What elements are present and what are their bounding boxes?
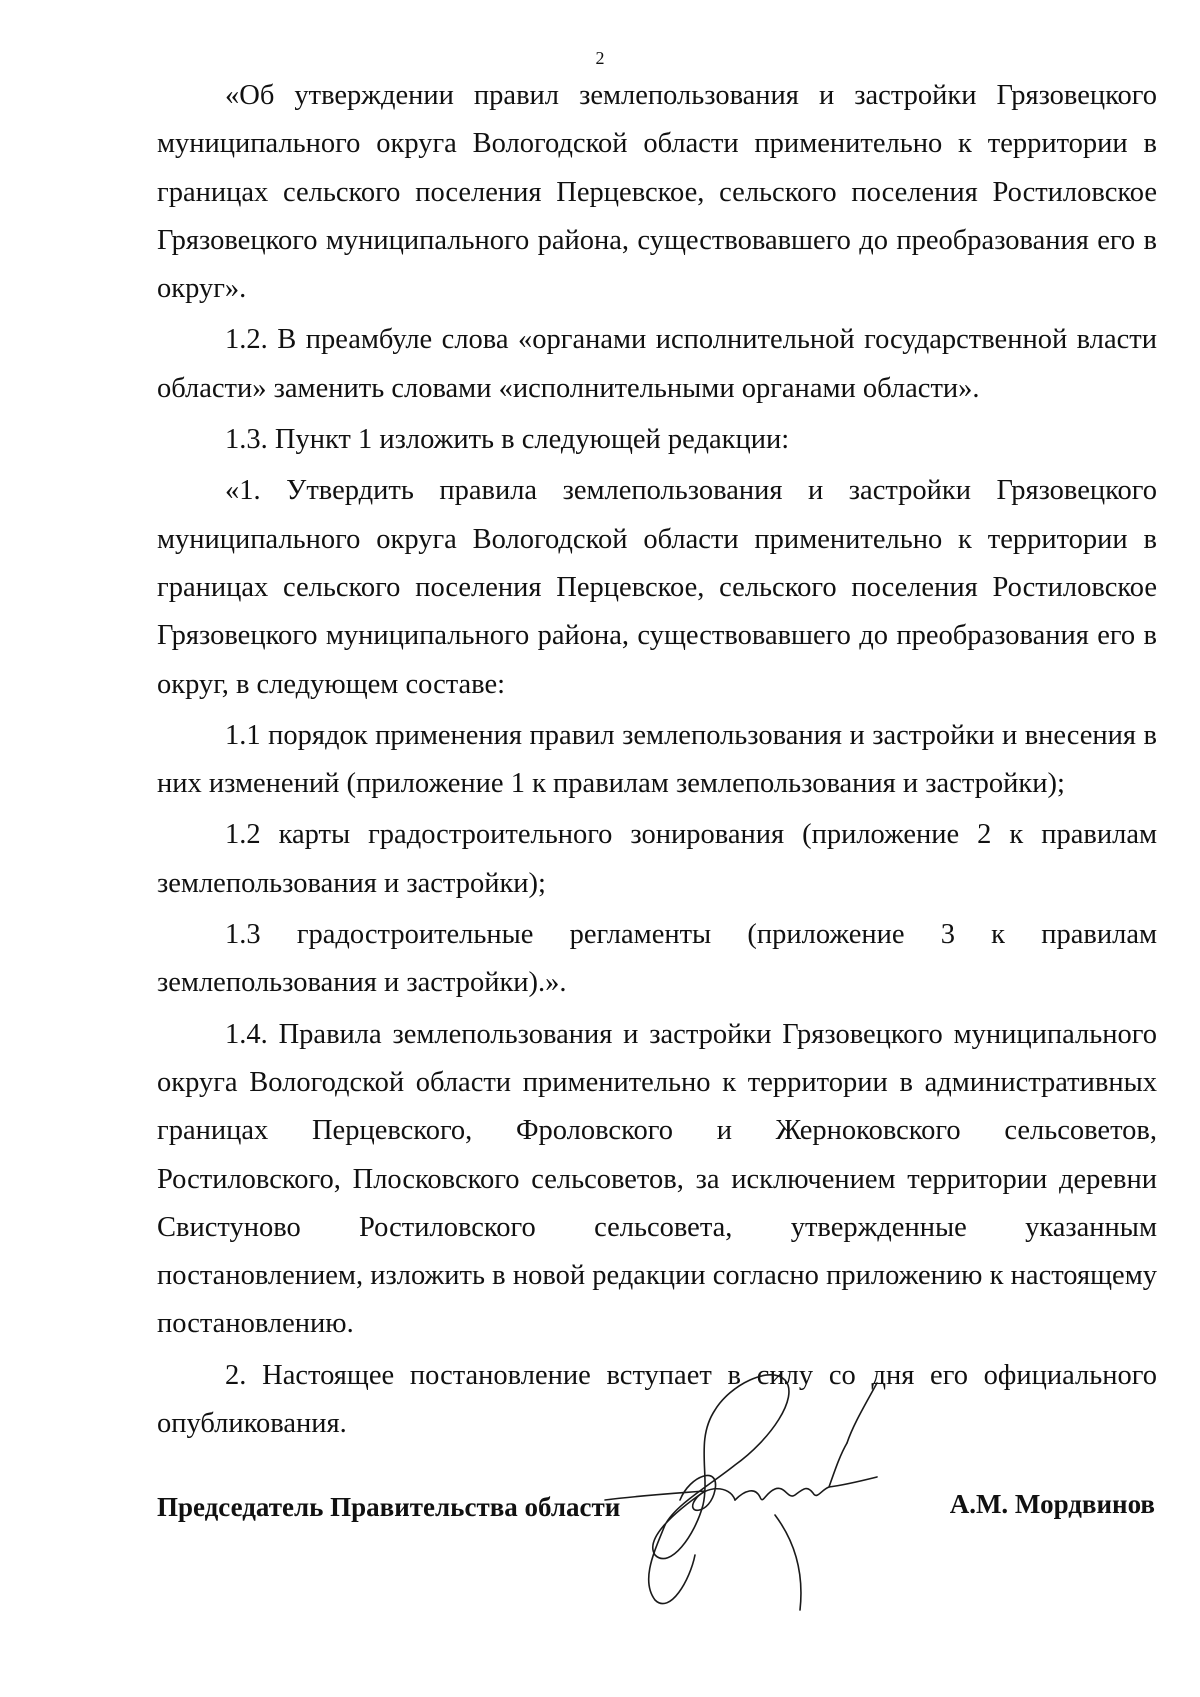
- handwritten-signature: [585, 1365, 915, 1615]
- list-item-1-2: 1.2 карты градостроительного зонирования (приложение 2 к правилам землепользования и застройки);: [157, 819, 1157, 899]
- paragraph-1-4-rules: 1.4. Правила землепользования и застройки Грязовецкого муниципального округа Вологодской области применительно к территории в административных границах Перцевского, Фроловского и Жерноковского сельсоветов, Ростиловского, Плосковского сельсоветов, за исключением территории деревни Свистуново Ростиловского сельсовета, утвержденные указанным постановлением, изложить в новой редакции согласно приложению к настоящему постановлению.: [157, 1018, 1157, 1340]
- list-item-1-1: 1.1 порядок применения правил землепользования и застройки и внесения в них изменений (приложение 1 к правилам землепользования и застройки);: [157, 719, 1157, 800]
- paragraph-2-entry-into-force: 2. Настоящее постановление вступает в силу со дня его официального опубликования.: [157, 1359, 1157, 1440]
- list-item-1-3: 1.3 градостроительные регламенты (приложение 3 к правилам землепользования и застройки).».: [157, 919, 1157, 999]
- page-number: 2: [595, 48, 605, 68]
- paragraph-1-3-point-1: 1.3. Пункт 1 изложить в следующей редакции:: [225, 424, 790, 456]
- signer-position: Председатель Правительства области: [157, 1492, 621, 1522]
- document-body: [157, 72, 1157, 1451]
- paragraph-resolution-title: «Об утверждении правил землепользования и застройки Грязовецкого муниципального округа Вологодской области применительно к территории в границах сельского поселения Перцевское, сельского поселения Ростиловское Грязовецкого муниципального района, существовавшего до преобразования его в округ».: [157, 80, 1157, 305]
- signer-name: А.М. Мордвинов: [949, 1489, 1155, 1519]
- paragraph-1-2-preamble: 1.2. В преамбуле слова «органами исполнительной государственной власти области» заменить словами «исполнительными органами области».: [157, 324, 1157, 404]
- paragraph-approve-rules: «1. Утвердить правила землепользования и застройки Грязовецкого муниципального округа Вологодской области применительно к территории в границах сельского поселения Перцевское, сельского поселения Ростиловское Грязовецкого муниципального района, существовавшего до преобразования его в округ, в следующем составе:: [157, 475, 1157, 700]
